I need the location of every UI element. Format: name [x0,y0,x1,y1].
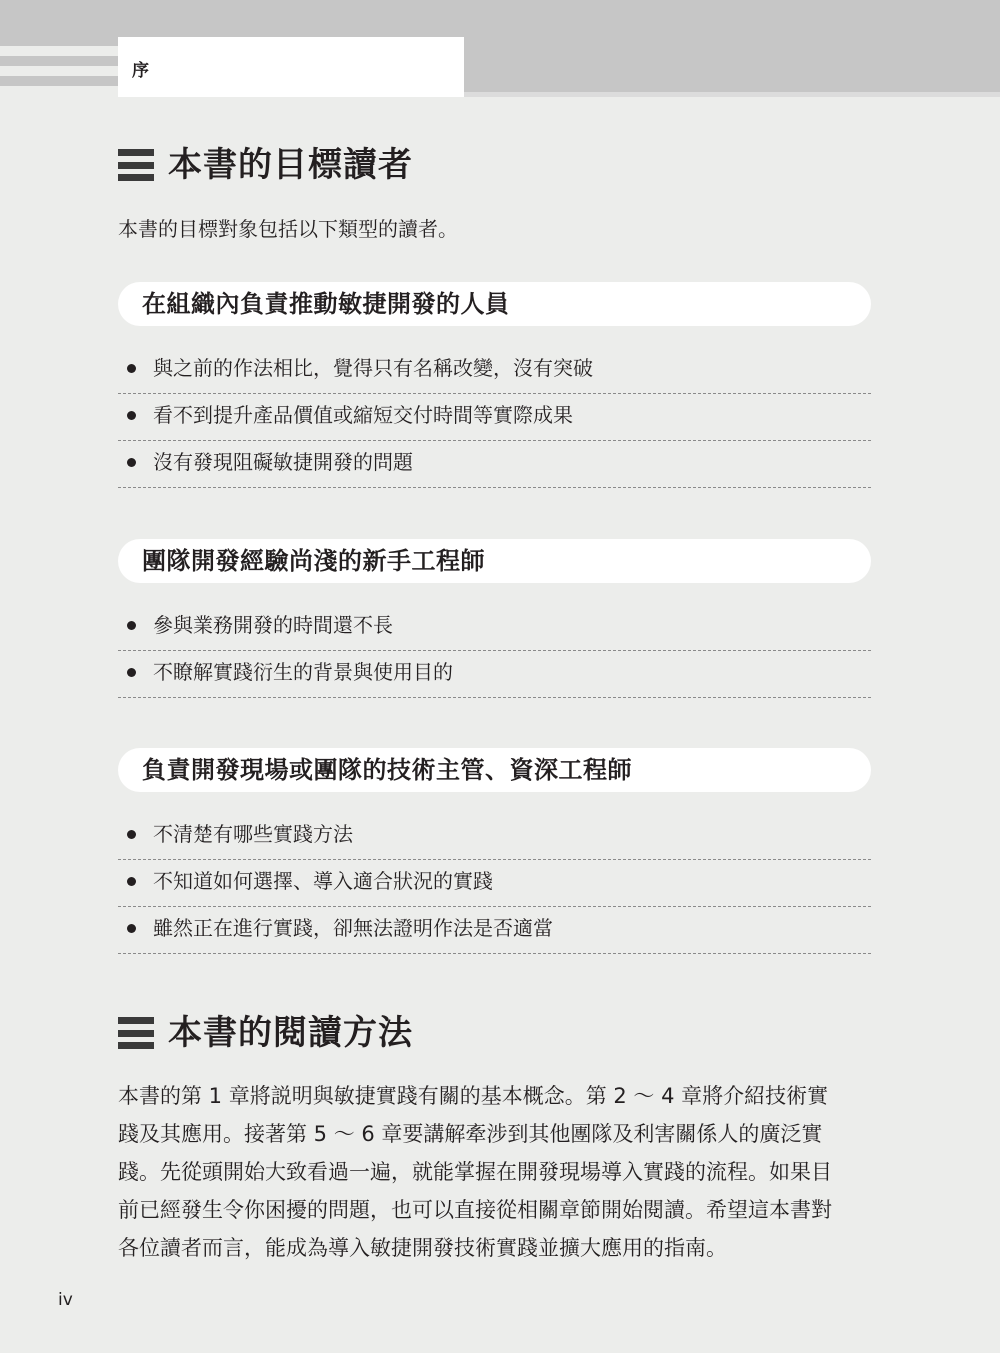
list-item [118,347,871,394]
section-heading-target-readers [118,145,413,185]
page-number: iv [58,1290,73,1310]
bullet-icon [127,411,136,420]
list-item-text: 不瞭解實踐衍生的背景與使用目的 [153,660,453,684]
list-item [118,604,871,651]
subheading-title: 團隊開發經驗尚淺的新手工程師 [142,547,485,575]
paragraph-line: 踐。先從頭開始大致看過一遍，就能掌握在開發現場導入實踐的流程。如果目 [118,1160,832,1184]
bullet-icon [127,364,136,373]
list-item-text: 不知道如何選擇、導入適合狀況的實踐 [153,869,493,893]
body-paragraph [118,1077,871,1267]
bullet-icon [127,924,136,933]
subheading-box [118,748,871,792]
paragraph-line: 本書的第 1 章將説明與敏捷實踐有關的基本概念。第 2 ～ 4 章將介紹技術實 [118,1084,829,1108]
heading-bars-icon [118,149,154,181]
bullet-list [118,604,871,698]
paragraph-line: 踐及其應用。接著第 5 ～ 6 章要講解牽涉到其他團隊及利害關係人的廣泛實 [118,1122,823,1146]
chapter-tab [118,37,464,97]
subheading-box [118,539,871,583]
list-item [118,651,871,698]
bullet-icon [127,668,136,677]
list-item-text: 雖然正在進行實踐，卻無法證明作法是否適當 [153,916,553,940]
list-item [118,813,871,860]
list-item-text: 看不到提升產品價值或縮短交付時間等實際成果 [153,403,573,427]
bullet-list [118,813,871,954]
list-item [118,441,871,488]
section-title: 本書的目標讀者 [168,145,413,185]
paragraph-line: 各位讀者而言，能成為導入敏捷開發技術實踐並擴大應用的指南。 [118,1236,727,1260]
list-item-text: 與之前的作法相比，覺得只有名稱改變，沒有突破 [153,356,593,380]
chapter-label: 序 [132,61,149,81]
bullet-icon [127,877,136,886]
bullet-icon [127,830,136,839]
list-item [118,907,871,954]
subheading-title: 負責開發現場或團隊的技術主管、資深工程師 [142,756,632,784]
list-item [118,394,871,441]
paragraph-line: 前已經發生令你困擾的問題，也可以直接從相關章節開始閱讀。希望這本書對 [118,1198,832,1222]
header-stripe [0,66,118,76]
list-item [118,860,871,907]
subheading-box [118,282,871,326]
intro-text: 本書的目標對象包括以下類型的讀者。 [118,217,458,241]
header-stripe [0,86,118,97]
heading-bars-icon [118,1017,154,1049]
bullet-list [118,347,871,488]
bullet-icon [127,621,136,630]
list-item-text: 不清楚有哪些實踐方法 [153,822,353,846]
list-item-text: 參與業務開發的時間還不長 [153,613,393,637]
section-heading-how-to-read [118,1013,413,1053]
header-band [0,0,1000,97]
section-title: 本書的閱讀方法 [168,1013,413,1053]
header-stripe [0,46,118,56]
list-item-text: 沒有發現阻礙敏捷開發的問題 [153,450,413,474]
subheading-title: 在組織內負責推動敏捷開發的人員 [142,290,510,318]
bullet-icon [127,458,136,467]
